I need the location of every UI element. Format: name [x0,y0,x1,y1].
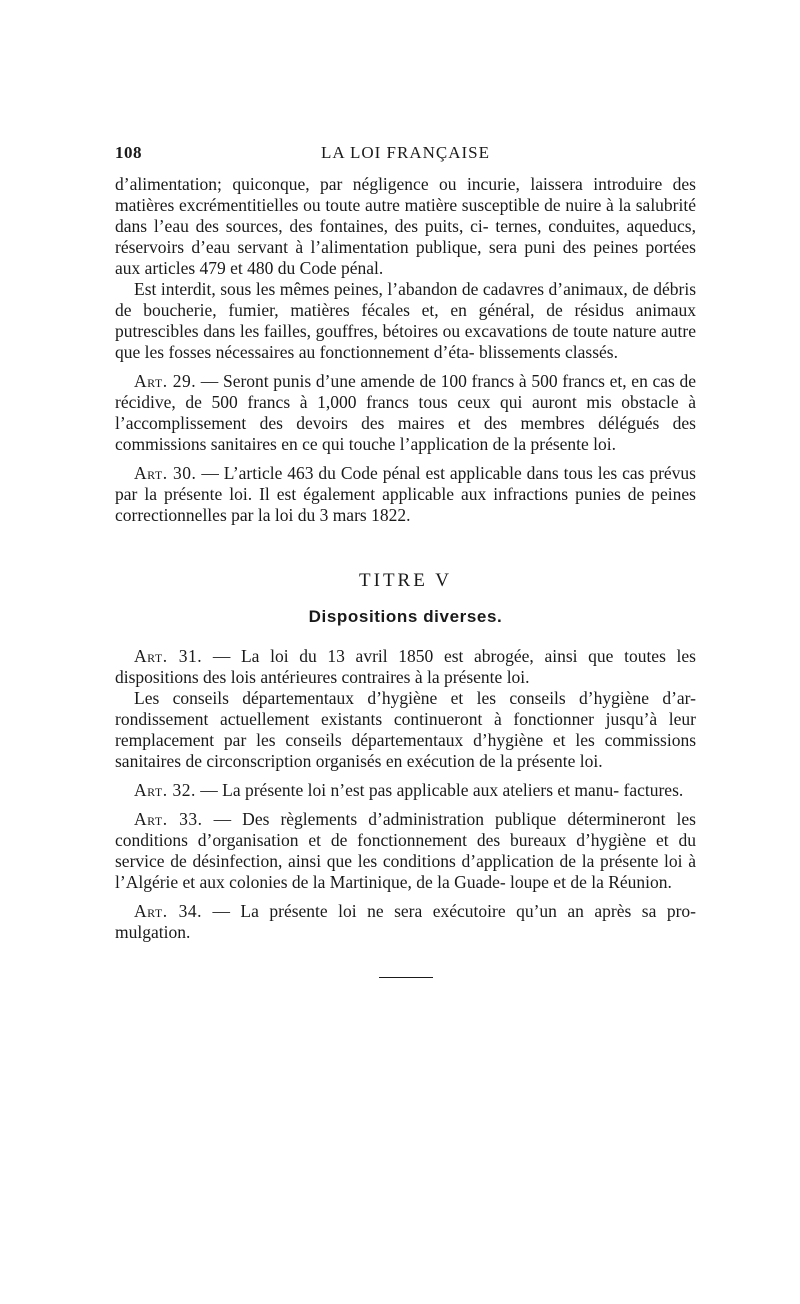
article-30-label: Art. 30. [134,463,197,483]
article-33-text: — Des règlements d’administration publique détermineront les conditions d’organisation et de fonctionnement des bureaux d’hygiène et du service de désinfection, ainsi que les conditions d’application de la présente loi à l’Algérie et aux colonies de la Martinique, de la Guade- loupe et de la Réunion. [115,809,696,892]
article-32 [115,780,696,801]
article-32-label: Art. 32. [134,780,196,800]
page-body [115,174,696,978]
article-29 [115,371,696,455]
section-titre: TITRE V [359,570,452,591]
article-31 [115,646,696,688]
closing-rule [379,977,433,978]
article-33-label: Art. 33. [134,809,203,829]
article-34 [115,901,696,943]
article-34-label: Art. 34. [134,901,202,921]
article-33 [115,809,696,893]
page-header [115,143,696,169]
paragraph-continued: d’alimentation; quiconque, par négligence ou incurie, laissera introduire des matières excrémentitielles ou toute autre matière susceptible de nuire à la salubrité dans l’eau des sources, des fontaines, des puits, ci- ternes, conduites, aqueducs, réservoirs d’eau servant à l’alimentation publique, sera puni des peines portées aux articles 479 et 480 du Code pénal. [115,174,696,278]
article-30 [115,463,696,526]
paragraph-interdit: Est interdit, sous les mêmes peines, l’abandon de cadavres d’animaux, de débris de boucherie, fumier, matières fécales et, en général, de résidus animaux putrescibles dans les failles, gouffres, bétoires ou excavations de toute nature autre que les fosses nécessaires au fonctionnement d’éta- blissements classés. [115,279,696,362]
section-subtitle: Dispositions diverses. [308,607,503,626]
article-29-label: Art. 29. [134,371,197,391]
article-31-continued: Les conseils départementaux d’hygiène et les conseils d’hygiène d’ar- rondissement actuellement existants continueront à fonctionner jusqu’à leur remplacement par les conseils départementaux d’hygiène et les commissions sanitaires de circonscription organisés en exécution de la présente loi. [115,688,696,771]
article-31-label: Art. 31. [134,646,203,666]
article-34-text: — La présente loi ne sera exécutoire qu’un an après sa pro- mulgation. [115,901,696,942]
article-32-text: — La présente loi n’est pas applicable aux ateliers et manu- factures. [195,780,684,800]
article-30-text: — L’article 463 du Code pénal est applicable dans tous les cas prévus par la présente loi. Il est également applicable aux infractions punies de peines correctionnelles par la loi du 3 mars 1822. [115,463,696,525]
article-29-text: — Seront punis d’une amende de 100 francs à 500 francs et, en cas de récidive, de 500 francs à 1,000 francs tous ceux qui auront mis obstacle à l’accomplissement des devoirs des maires et des membres délégués des commissions sanitaires en ce qui touche l’application de la présente loi. [115,371,696,454]
article-31-text: — La loi du 13 avril 1850 est abrogée, ainsi que toutes les dispositions des lois antérieures contraires à la présente loi. [115,646,696,687]
page-number: 108 [115,143,142,162]
running-title: LA LOI FRANÇAISE [320,143,490,162]
